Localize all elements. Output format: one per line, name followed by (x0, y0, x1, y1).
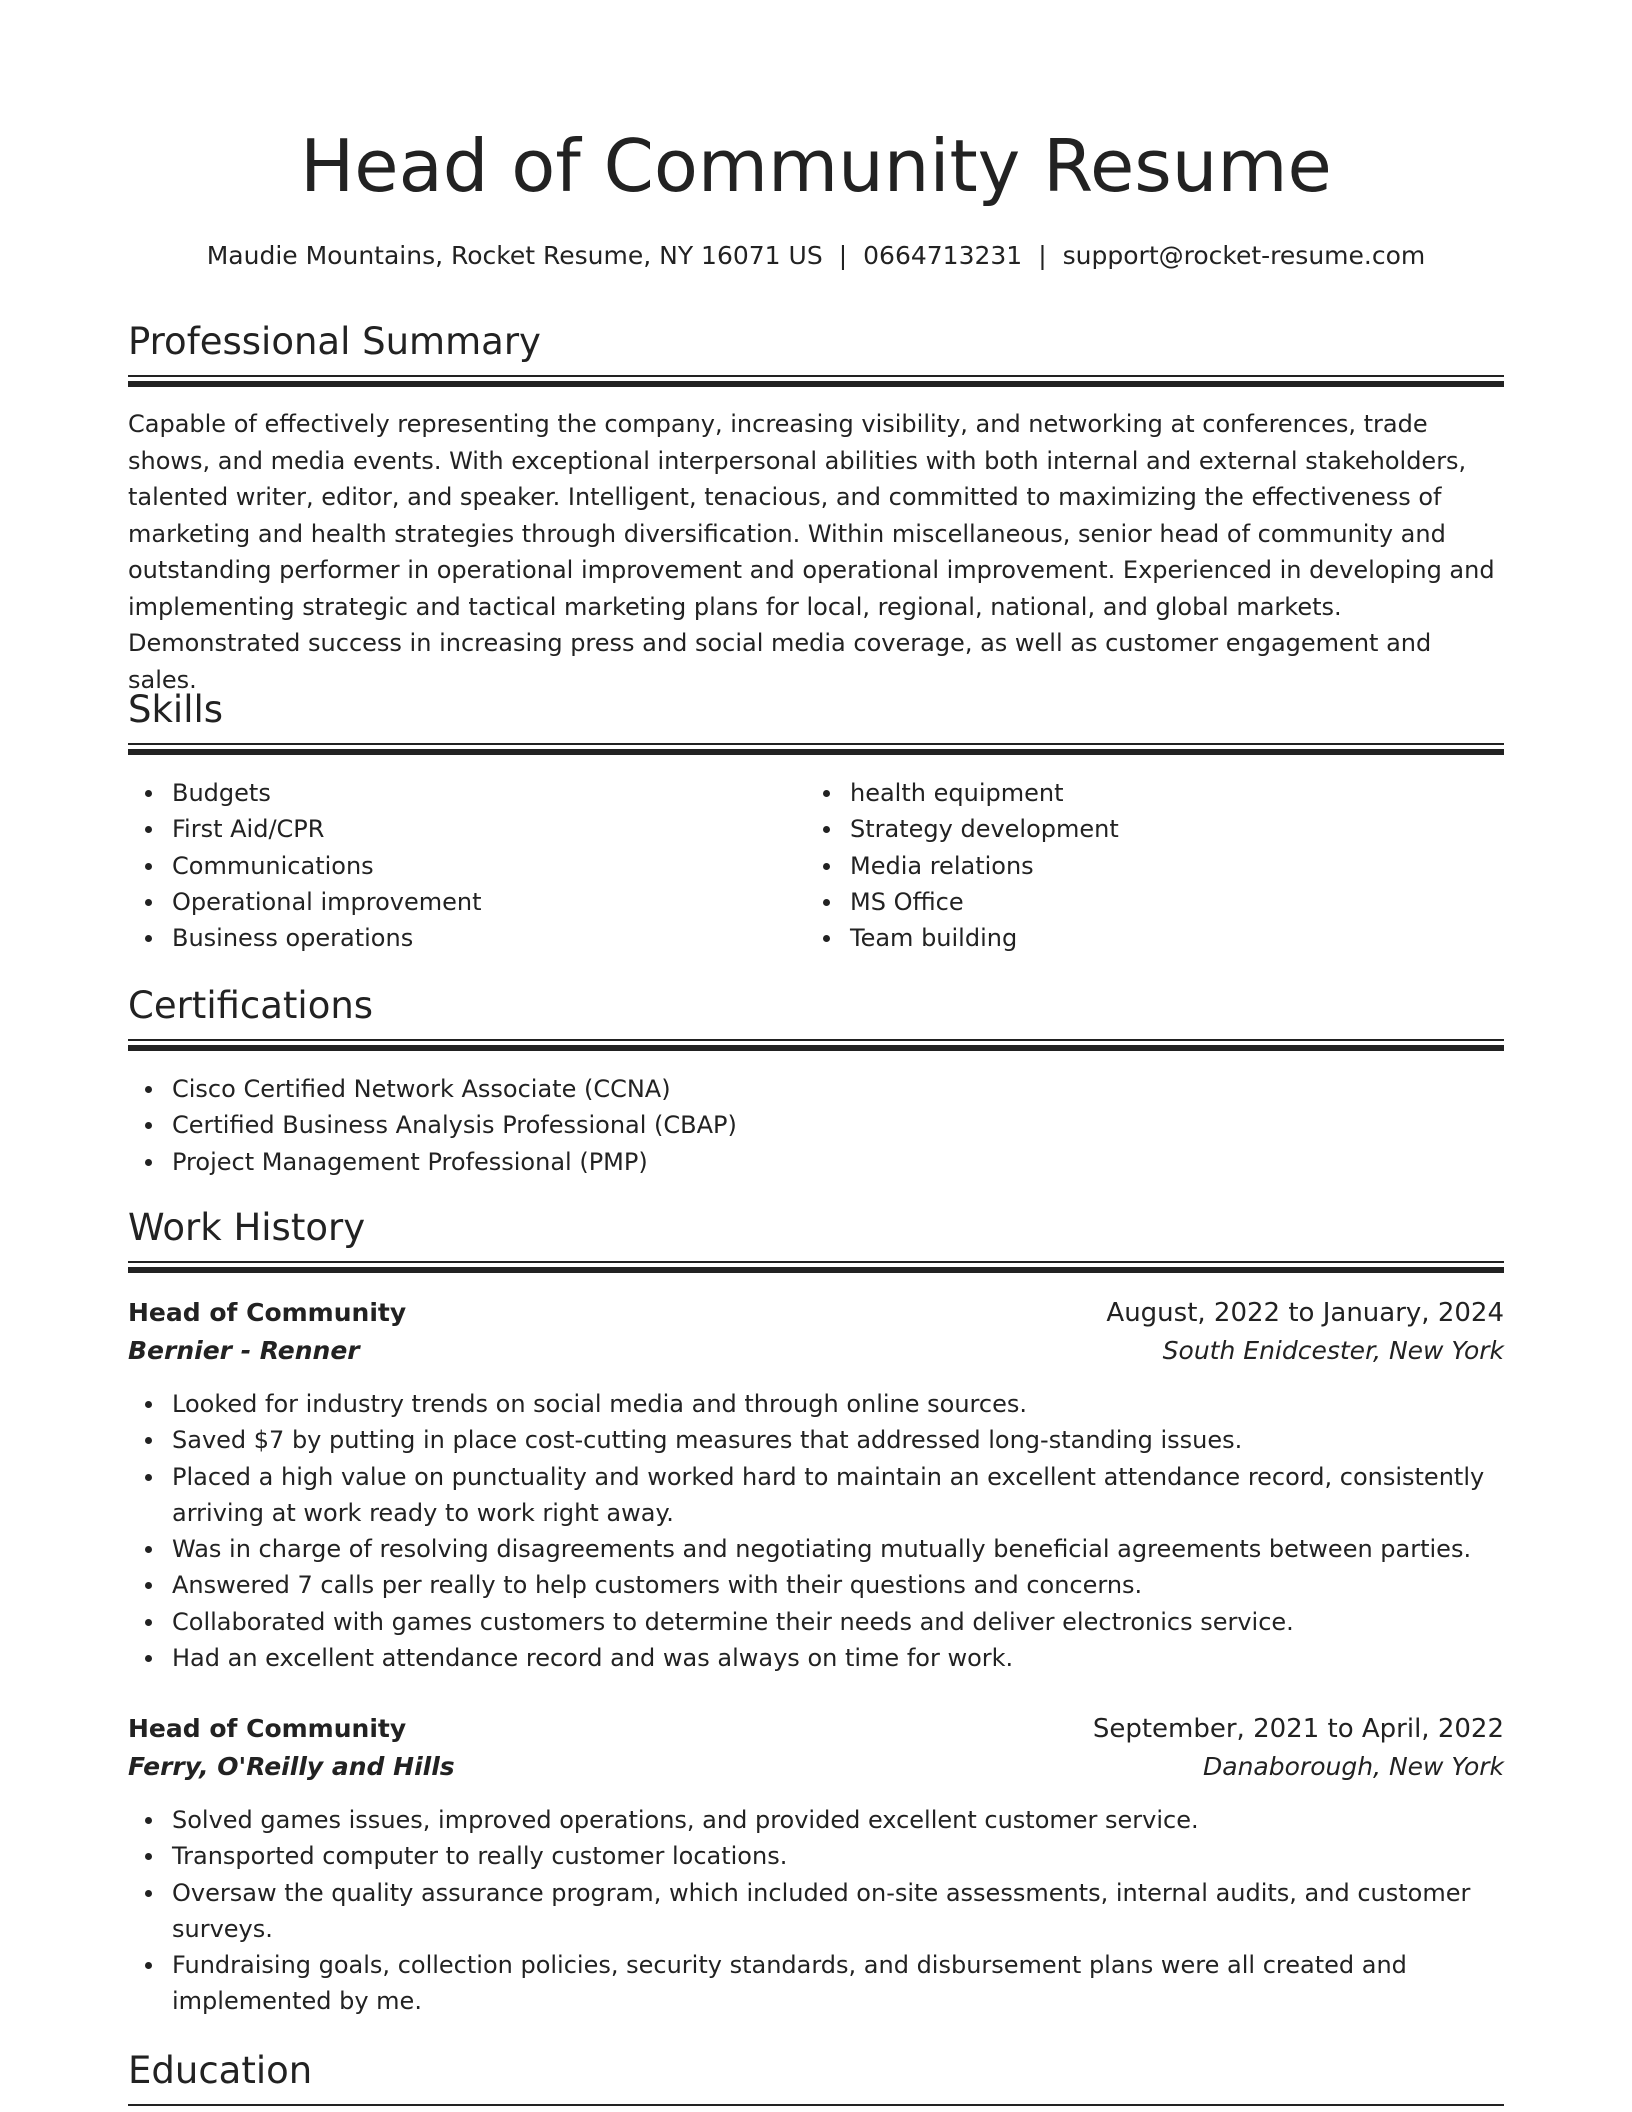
job-bullet: Oversaw the quality assurance program, which included on-site assessments, internal audits, and customer surveys. (128, 1875, 1504, 1948)
section-heading-skills: Skills (128, 688, 224, 731)
skill-item: Media relations (806, 848, 1486, 884)
job-entry (128, 1294, 1504, 1676)
job-bullet: Transported computer to really customer locations. (128, 1838, 1504, 1874)
section-divider (128, 375, 1504, 387)
certifications-list (128, 1071, 1504, 1180)
skill-item: Budgets (128, 775, 808, 811)
job-bullet: Collaborated with games customers to determine their needs and deliver electronics service. (128, 1604, 1504, 1640)
skill-item: Operational improvement (128, 884, 808, 920)
job-company: Ferry, O'Reilly and Hills (128, 1752, 455, 1781)
section-heading-certifications: Certifications (128, 984, 374, 1027)
job-title: Head of Community (128, 1714, 407, 1743)
job-location: South Enidcester, New York (1162, 1336, 1504, 1365)
contact-separator: | (1038, 241, 1047, 270)
job-bullet: Was in charge of resolving disagreements and negotiating mutually beneficial agreements between parties. (128, 1531, 1504, 1567)
skill-item: Team building (806, 920, 1486, 956)
job-bullets (128, 1802, 1504, 2020)
contact-address: Maudie Mountains, Rocket Resume, NY 16071 US (206, 241, 823, 270)
job-entry (128, 1710, 1504, 2020)
skill-item: Strategy development (806, 811, 1486, 847)
section-divider (128, 2104, 1504, 2106)
job-dates: September, 2021 to April, 2022 (1092, 1714, 1504, 1744)
job-company: Bernier - Renner (128, 1336, 360, 1365)
job-bullet: Placed a high value on punctuality and worked hard to maintain an excellent attendance record, consistently arriving at work ready to work right away. (128, 1459, 1504, 1532)
professional-summary-text: Capable of effectively representing the company, increasing visibility, and networking at conferences, trade shows, and media events. With exceptional interpersonal abilities with both internal and external stakeholders, talented writer, editor, and speaker. Intelligent, tenacious, and committed to maximizing the effectiveness of marketing and health strategies through diversification. Within miscellaneous, senior head of community and outstanding performer in operational improvement and operational improvement. Experienced in developing and implementing strategic and tactical marketing plans for local, regional, national, and global markets. Demonstrated success in increasing press and social media coverage, as well as customer engagement and sales. (128, 410, 1495, 694)
job-dates: August, 2022 to January, 2024 (1106, 1298, 1504, 1328)
job-bullet: Fundraising goals, collection policies, security standards, and disbursement plans were all created and implemented by me. (128, 1947, 1504, 2020)
job-title: Head of Community (128, 1298, 407, 1327)
skill-item: Business operations (128, 920, 808, 956)
job-bullet: Looked for industry trends on social media and through online sources. (128, 1386, 1504, 1422)
skill-item: MS Office (806, 884, 1486, 920)
section-heading-summary: Professional Summary (128, 320, 541, 363)
section-heading-education: Education (128, 2049, 313, 2092)
skills-column-right (806, 775, 1486, 956)
skill-item: Communications (128, 848, 808, 884)
job-bullet: Had an excellent attendance record and was always on time for work. (128, 1640, 1504, 1676)
skills-list-right (806, 775, 1486, 956)
skills-column-left (128, 775, 808, 956)
skill-item: health equipment (806, 775, 1486, 811)
section-divider (128, 743, 1504, 755)
section-divider (128, 1261, 1504, 1273)
section-divider (128, 1039, 1504, 1051)
certification-item: Project Management Professional (PMP) (128, 1144, 1504, 1180)
contact-phone: 0664713231 (863, 241, 1023, 270)
resume-title: Head of Community Resume (300, 124, 1332, 208)
job-location: Danaborough, New York (1203, 1752, 1504, 1781)
skill-item: First Aid/CPR (128, 811, 808, 847)
job-bullet: Saved $7 by putting in place cost-cutting measures that addressed long-standing issues. (128, 1422, 1504, 1458)
section-heading-work-history: Work History (128, 1206, 366, 1249)
contact-email: support@rocket-resume.com (1062, 241, 1426, 270)
contact-line (128, 238, 1504, 274)
job-bullet: Solved games issues, improved operations, and provided excellent customer service. (128, 1802, 1504, 1838)
job-bullets (128, 1386, 1504, 1676)
skills-list-left (128, 775, 808, 956)
job-bullet: Answered 7 calls per really to help customers with their questions and concerns. (128, 1567, 1504, 1603)
contact-separator: | (838, 241, 848, 270)
certification-item: Cisco Certified Network Associate (CCNA) (128, 1071, 1504, 1107)
certification-item: Certified Business Analysis Professional (CBAP) (128, 1107, 1504, 1143)
